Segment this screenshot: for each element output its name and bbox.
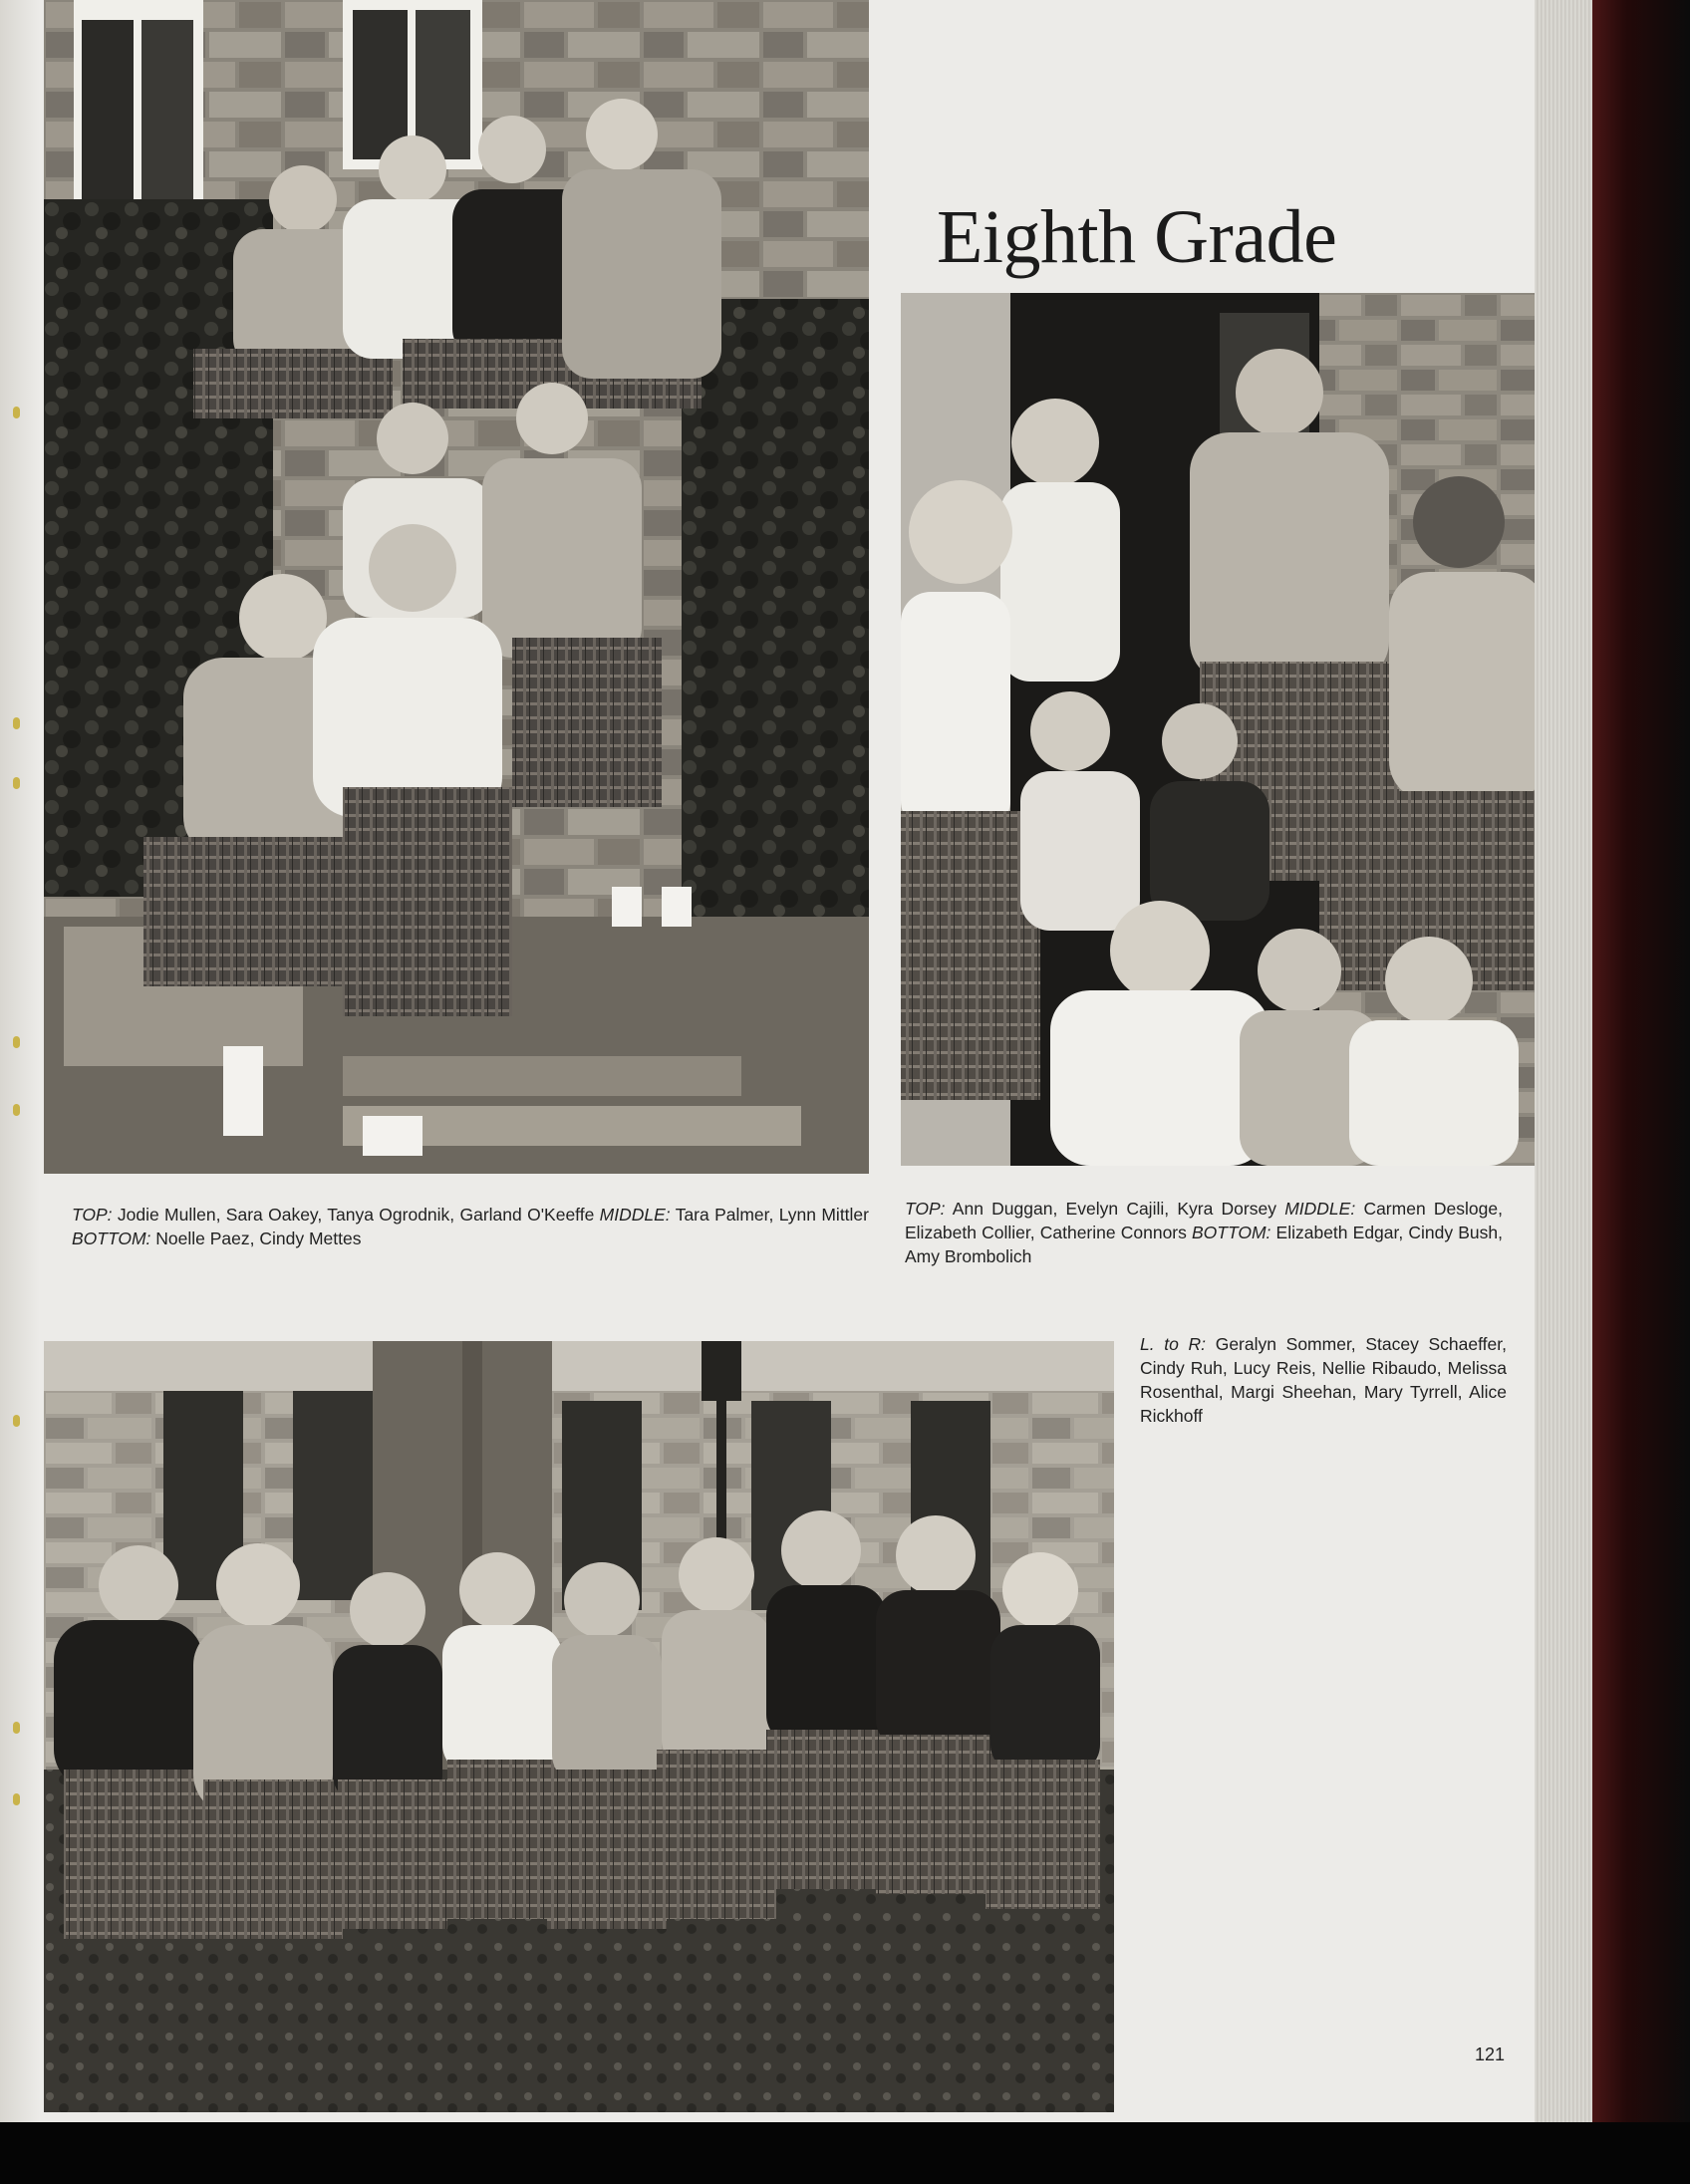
caption-top-label: TOP: xyxy=(905,1199,946,1219)
caption-bottom-names: Elizabeth Edgar, Cindy Bush, Amy Brombolich xyxy=(905,1223,1503,1266)
caption-bottom-label: BOTTOM: xyxy=(1192,1223,1271,1242)
caption-middle-label: MIDDLE: xyxy=(1284,1199,1356,1219)
top-right-group-photo xyxy=(901,293,1547,1166)
caption-label: L. to R: xyxy=(1140,1334,1207,1354)
caption-names: Geralyn Sommer, Stacey Schaeffer, Cindy Ruh, Lucy Reis, Nellie Ribaudo, Melissa Rosenthal, Margi Sheehan, Mary Tyrrell, Alice Rickhoff xyxy=(1140,1334,1507,1426)
page-number: 121 xyxy=(1475,2045,1506,2064)
top-right-photo-caption xyxy=(905,1197,1503,1268)
scan-bottom-border xyxy=(0,2122,1690,2184)
bottom-photo-caption xyxy=(1140,1332,1507,1428)
top-left-group-photo xyxy=(44,0,869,1174)
book-spine-shadow xyxy=(1592,0,1690,2184)
binding-hole xyxy=(13,1415,20,1427)
top-left-photo-caption xyxy=(72,1203,869,1250)
binding-margin xyxy=(0,0,40,2122)
binding-hole xyxy=(13,1722,20,1734)
page-stack-edge xyxy=(1535,0,1592,2122)
caption-top-names: Ann Duggan, Evelyn Cajili, Kyra Dorsey xyxy=(952,1199,1276,1219)
bottom-group-photo xyxy=(44,1341,1114,2112)
caption-middle-names: Carmen Desloge, Elizabeth Collier, Catherine Connors xyxy=(905,1199,1503,1242)
binding-hole xyxy=(13,717,20,729)
caption-bottom-names: Noelle Paez, Cindy Mettes xyxy=(155,1228,362,1248)
caption-top-label: TOP: xyxy=(72,1205,113,1225)
binding-hole xyxy=(13,777,20,789)
binding-hole xyxy=(13,1104,20,1116)
caption-middle-label: MIDDLE: xyxy=(599,1205,671,1225)
binding-hole xyxy=(13,407,20,418)
caption-top-names: Jodie Mullen, Sara Oakey, Tanya Ogrodnik, Garland O'Keeffe xyxy=(117,1205,595,1225)
page-title: Eighth Grade xyxy=(937,195,1337,279)
caption-middle-names: Tara Palmer, Lynn Mittler xyxy=(675,1205,869,1225)
caption-bottom-label: BOTTOM: xyxy=(72,1228,151,1248)
binding-hole xyxy=(13,1793,20,1805)
binding-hole xyxy=(13,1036,20,1048)
